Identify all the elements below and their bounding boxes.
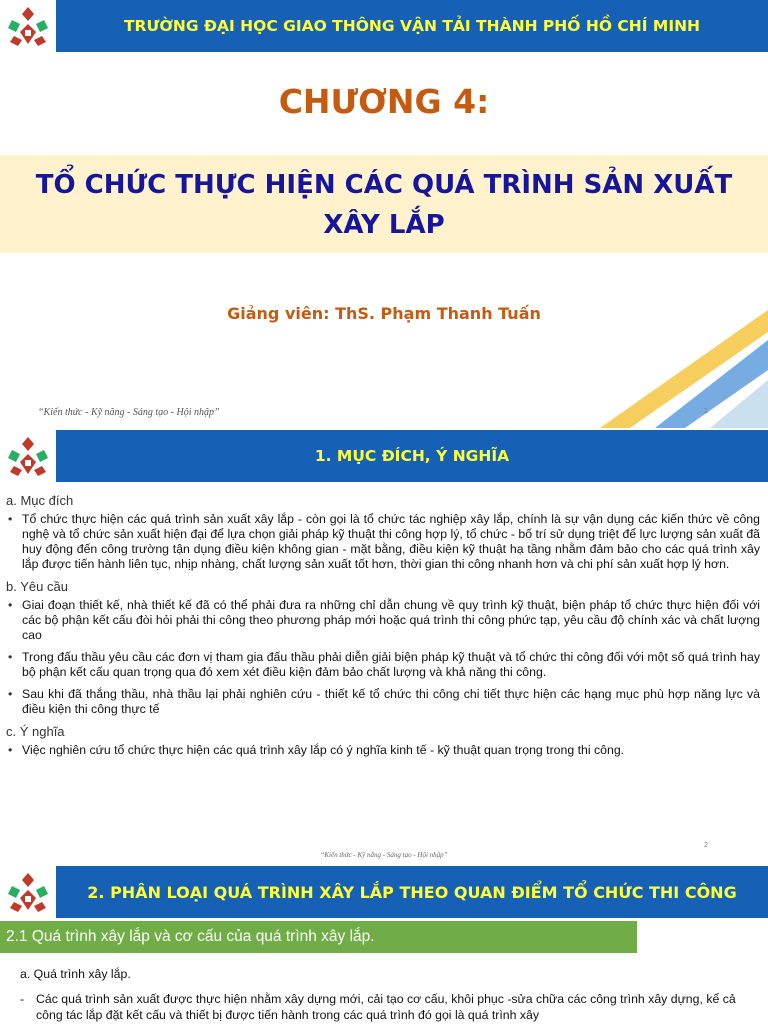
decorative-stripes: [560, 310, 768, 428]
chapter-title: CHƯƠNG 4:: [278, 82, 490, 121]
slide-3: [0, 866, 768, 1024]
section-a-list: [6, 512, 760, 572]
slide-1: [0, 0, 768, 428]
lotus-logo-icon: [4, 870, 52, 914]
section-c-list: [6, 743, 760, 758]
lotus-logo-icon: [4, 4, 52, 48]
university-logo: [0, 0, 56, 52]
slide-2-content: [6, 488, 760, 765]
university-header: TRƯỜNG ĐẠI HỌC GIAO THÔNG VẬN TẢI THÀNH PHỐ HỒ CHÍ MINH: [56, 0, 768, 52]
list-item: • Sau khi đã thắng thầu, nhà thầu lại phải nghiên cứu - thiết kế tổ chức thi công chi tiết thực hiện các hạng mục phù hợp năng lực và điều kiện thi công thực tế: [6, 687, 760, 717]
subsection-bar: 2.1 Quá trình xây lắp và cơ cấu của quá trình xây lắp.: [0, 921, 637, 953]
list-item: • Việc nghiên cứu tổ chức thực hiện các quá trình xây lắp có ý nghĩa kinh tế - kỹ thuật quan trọng trong thi công.: [6, 743, 760, 758]
university-logo: [0, 866, 56, 918]
section-header: 2. PHÂN LOẠI QUÁ TRÌNH XÂY LẮP THEO QUAN ĐIỂM TỔ CHỨC THI CÔNG: [56, 866, 768, 918]
list-item: • Tổ chức thực hiện các quá trình sản xuất xây lắp - còn gọi là tổ chức tác nghiệp xây lắp, chính là sự vận dụng các kiến thức về công nghệ và tổ chức sản xuất hiện đại để lựa chọn giải pháp kỹ thuật thi công hợp lý, tổ chức - bố trí sử dụng triệt để lực lượng sản xuất đã huy động đến công trường tận dụng điều kiện không gian - mặt bằng, điều kiện kỹ thuật hạ tầng nhằm đảm bảo cho các quá trình xây lắp được tiến hành liên tục, nhịp nhàng, chất lượng sản xuất tốt hơn, thời gian thi công nhanh hơn và chi phí sản xuất hợp lý hơn.: [6, 512, 760, 572]
section-header: 1. MỤC ĐÍCH, Ý NGHĨA: [56, 430, 768, 482]
section-b-list: [6, 598, 760, 717]
motto: “Kiến thức - Kỹ năng - Sáng tạo - Hội nhập”: [320, 851, 448, 859]
slide-2: [0, 430, 768, 865]
section-a-label: a. Mục đích: [6, 493, 74, 508]
slide-3-content: [20, 966, 760, 1023]
section-b-label: b. Yêu cầu: [6, 579, 68, 594]
lotus-logo-icon: [4, 434, 52, 478]
dash-item: - Các quá trình sản xuất được thực hiện nhằm xây dựng mới, cải tạo cơ cấu, khôi phục -sửa chữa các công trình xây dựng, kể cả công tác lắp đặt kết cấu và thiết bị được tiến hành trong các quá trình đó gọi là quá trình xây: [20, 991, 760, 1023]
list-item: • Giai đoạn thiết kế, nhà thiết kế đã có thể phải đưa ra những chỉ dẫn chung về quy trình kỹ thuật, biện pháp tổ chức thực hiện đối với các bộ phận kết cấu đòi hỏi phải thi công theo phương pháp mới hoặc quá trình thi công phức tạp, yêu cầu độ chính xác và chất lượng cao: [6, 598, 760, 643]
lecturer-name: Giảng viên: ThS. Phạm Thanh Tuấn: [227, 304, 541, 323]
section-a-label: a. Quá trình xây lắp.: [20, 967, 131, 981]
university-logo: [0, 430, 56, 482]
main-title: TỔ CHỨC THỰC HIỆN CÁC QUÁ TRÌNH SẢN XUẤT XÂY LẮP: [35, 170, 733, 240]
page-number: 2: [704, 842, 708, 849]
section-c-label: c. Ý nghĩa: [6, 724, 65, 739]
list-item: • Trong đấu thầu yêu cầu các đơn vị tham gia đấu thầu phải diễn giải biện pháp kỹ thuật và tổ chức thi công đối với một số quá trình hay bộ phận kết cấu quan trọng qua đó xem xét điều kiện đảm bảo chất lượng và khả năng thi công.: [6, 650, 760, 680]
page-number: 1: [704, 408, 708, 415]
motto: “Kiến thức - Kỹ năng - Sáng tạo - Hội nhập”: [38, 407, 220, 418]
